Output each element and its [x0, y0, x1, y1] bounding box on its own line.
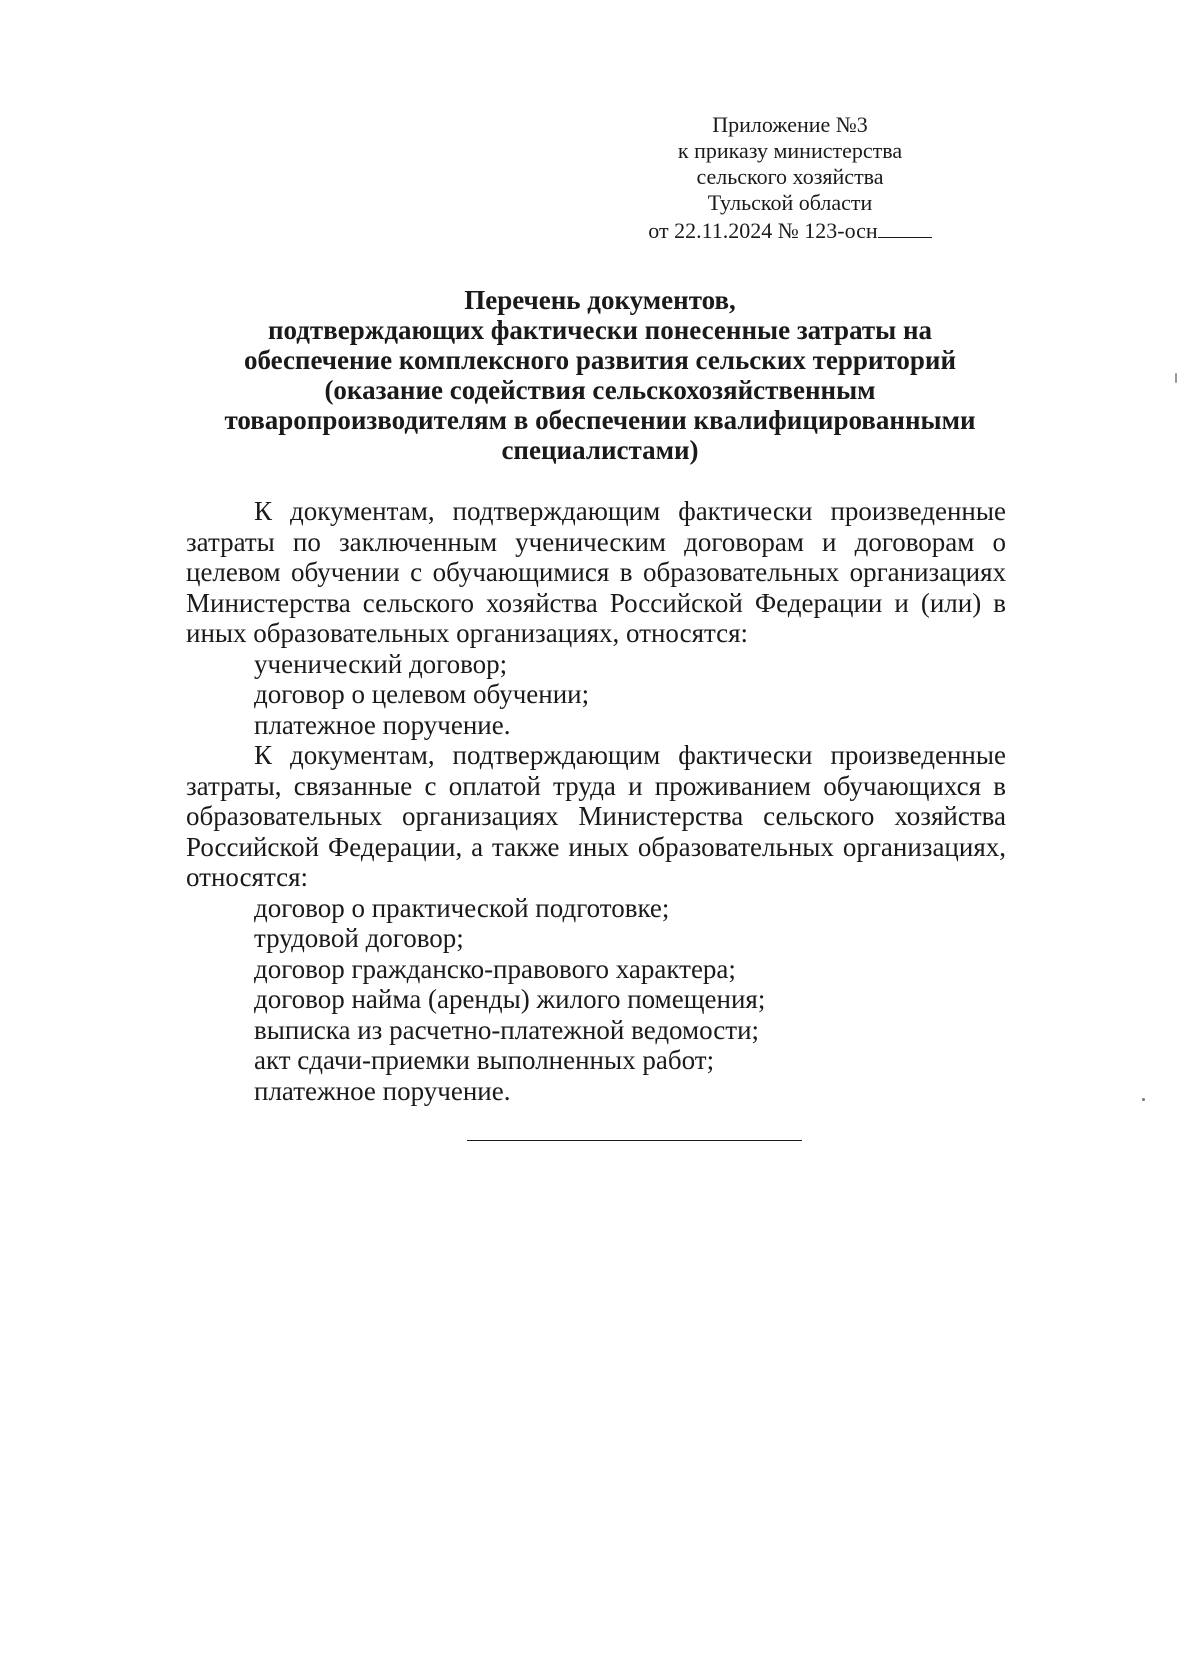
section2-item: договор гражданско-правового характера;: [254, 953, 736, 984]
document-body: [186, 496, 1006, 1106]
scan-speck: [1175, 373, 1177, 383]
title-line-4: (оказание содействия сельскохозяйственным: [324, 375, 876, 405]
section2-item: выписка из расчетно-платежной ведомости;: [254, 1014, 760, 1045]
document-title: [190, 285, 1010, 465]
section2-item: договор о практической подготовке;: [254, 892, 670, 923]
annex-number: Приложение №3: [712, 112, 868, 137]
title-line-5: товаропроизводителям в обеспечении квалифицированными: [224, 405, 976, 435]
annex-date-number: от 22.11.2024 № 123-осн: [648, 218, 878, 243]
section2-item: акт сдачи-приемки выполненных работ;: [254, 1045, 715, 1075]
section2-item: платежное поручение.: [254, 1075, 511, 1106]
annex-order-ref: к приказу министерства: [677, 138, 903, 163]
title-line-3: обеспечение комплексного развития сельских территорий: [243, 345, 957, 375]
section1-intro: К документам, подтверждающим фактически произведенные затраты по заключенным ученическим договорам и договорам о целевом обучении с обучающимися в образовательных организациях Министерства сельского хозяйства Российской Федерации и (или) в иных образовательных организациях, относятся:: [186, 496, 1006, 648]
title-line-2: подтверждающих фактически понесенные затраты на: [267, 315, 933, 345]
section1-item: платежное поручение.: [254, 709, 511, 740]
section2-intro: К документам, подтверждающим фактически произведенные затраты, связанные с оплатой труда и проживанием обучающихся в образовательных организациях Министерства сельского хозяйства Российской Федерации, а также иных образовательных организациях, относятся:: [186, 740, 1006, 892]
annex-blank-underline: [878, 219, 932, 238]
section1-item: договор о целевом обучении;: [254, 679, 590, 709]
scan-speck: [1142, 1098, 1145, 1101]
annex-date-line: [640, 218, 940, 244]
annex-header: [640, 112, 940, 244]
title-line-1: Перечень документов,: [464, 285, 736, 315]
section1-item: ученический договор;: [254, 648, 508, 679]
section2-item: договор найма (аренды) жилого помещения;: [254, 984, 766, 1014]
section2-item: трудовой договор;: [254, 923, 464, 953]
annex-ministry: сельского хозяйства: [696, 164, 884, 189]
end-divider: [467, 1140, 802, 1141]
title-line-6: специалистами): [501, 435, 699, 465]
annex-region: Тульской области: [707, 190, 873, 215]
